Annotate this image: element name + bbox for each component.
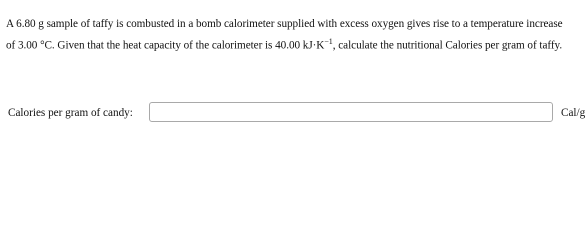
- question-line-2-main: of 3.00 °C. Given that the heat capacity of the calorimeter is 40.00 kJ·K: [6, 39, 325, 52]
- question-line-1: A 6.80 g sample of taffy is combusted in a bomb calorimeter supplied with excess oxygen gives rise to a temperature increase: [6, 18, 563, 30]
- answer-row: [6, 102, 586, 126]
- answer-unit: Cal/g: [561, 107, 586, 119]
- answer-input[interactable]: [149, 102, 553, 122]
- question-line-2-end: , calculate the nutritional Calories per gram of taffy.: [332, 39, 563, 52]
- answer-label: Calories per gram of candy:: [8, 107, 133, 119]
- question-text: [6, 15, 582, 55]
- exponent-superscript: −1: [324, 37, 333, 46]
- question-line-2: [6, 33, 582, 55]
